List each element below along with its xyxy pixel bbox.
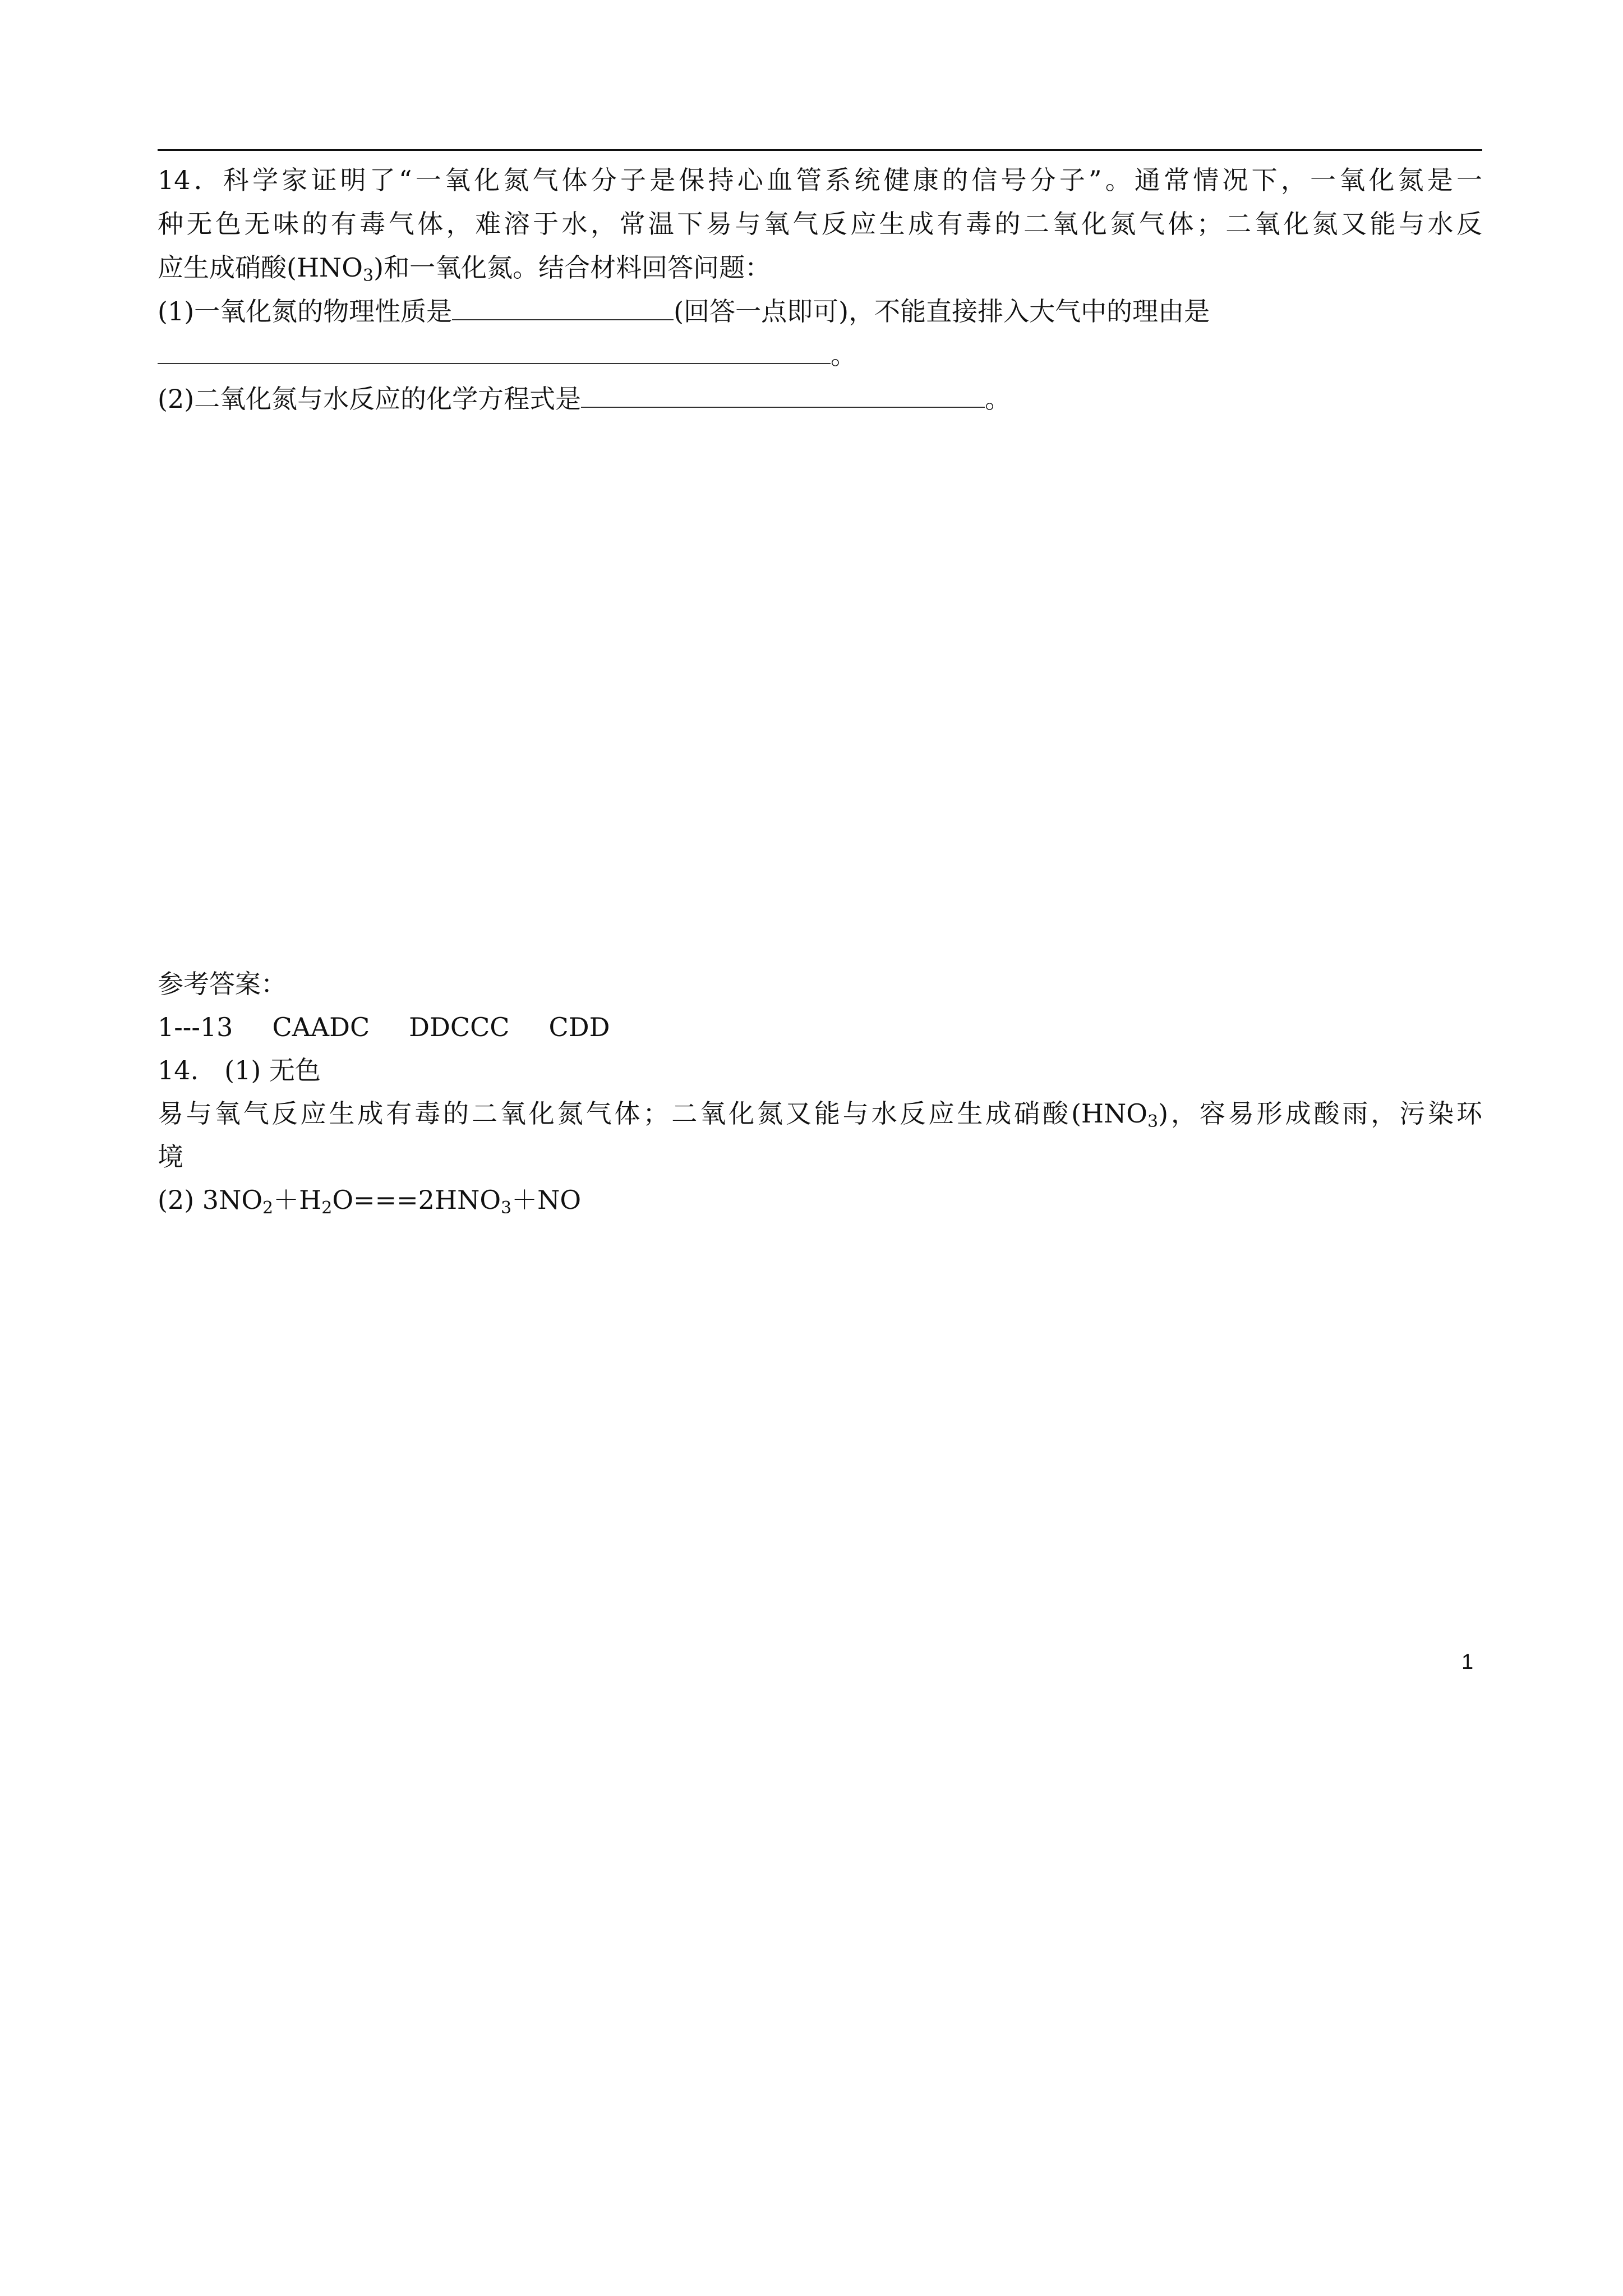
subscript: 2 (262, 1198, 274, 1218)
subscript: 2 (321, 1198, 333, 1218)
q14-answer-part-1: 14. (1) 无色 (158, 1055, 321, 1085)
subscript: 3 (501, 1198, 512, 1218)
equation-term: ＋NO (511, 1185, 582, 1215)
question-14-part-1 (158, 289, 1482, 333)
chemical-equation (202, 1185, 582, 1218)
question-14-line-2: 种无色无味的有毒气体，难溶于水，常温下易与氧气反应生成有毒的二氧化氮气体；二氧化氮又能与水反 (158, 209, 1482, 239)
subscript: 3 (363, 266, 374, 286)
mc-group-2: DDCCC (409, 1012, 510, 1042)
question-14-line-1: 14．科学家证明了“一氧化氮气体分子是保持心血管系统健康的信号分子”。通常情况下，一氧化氮是一 (158, 165, 1482, 195)
part-1-end-mark: 。 (831, 340, 856, 370)
reference-answers (158, 963, 1482, 1222)
part-2-end-mark: 。 (985, 384, 1011, 414)
question-14-line-3 (158, 246, 1482, 289)
reason-text-end: )，容易形成酸雨，污染环 (1158, 1098, 1482, 1129)
part-1-prompt-reason: (回答一点即可)，不能直接排入大气中的理由是 (674, 296, 1210, 326)
page-number: 1 (1461, 1650, 1474, 1674)
answer-blank-reason[interactable] (158, 335, 831, 364)
part-1-prompt: (1)一氧化氮的物理性质是 (158, 296, 453, 326)
q14-answer-reason (158, 1092, 1482, 1135)
subscript: 3 (1147, 1112, 1159, 1131)
answer-blank-equation[interactable] (581, 379, 985, 408)
equation-term: ＋H (273, 1185, 322, 1215)
equation-term: 3NO (202, 1185, 263, 1215)
part-2-prompt: (2)二氧化氮与水反应的化学方程式是 (158, 384, 582, 414)
reason-text: 易与氧气反应生成有毒的二氧化氮气体；二氧化氮又能与水反应生成硝酸(HNO (158, 1098, 1147, 1129)
answers-heading: 参考答案： (158, 969, 287, 999)
q14-answer-part-2 (158, 1179, 1482, 1222)
mc-group-3: CDD (548, 1012, 610, 1042)
part-2-label: (2) (158, 1185, 195, 1215)
question-14 (158, 158, 1482, 421)
mc-group-1: CAADC (272, 1012, 370, 1042)
question-14-part-1-continued (158, 333, 1482, 377)
question-14-line-3-text-end: )和一氧化氮。结合材料回答问题： (374, 252, 771, 283)
equation-term: O===2HNO (332, 1185, 501, 1215)
question-14-part-2 (158, 377, 1482, 421)
answer-blank-property[interactable] (452, 291, 674, 320)
multiple-choice-answers (158, 1006, 1482, 1049)
q14-answer-reason-wrap: 境 (158, 1142, 183, 1172)
mc-range: 1---13 (158, 1012, 233, 1042)
question-14-line-3-text: 应生成硝酸(HNO (158, 252, 363, 283)
header-rule (158, 149, 1482, 151)
